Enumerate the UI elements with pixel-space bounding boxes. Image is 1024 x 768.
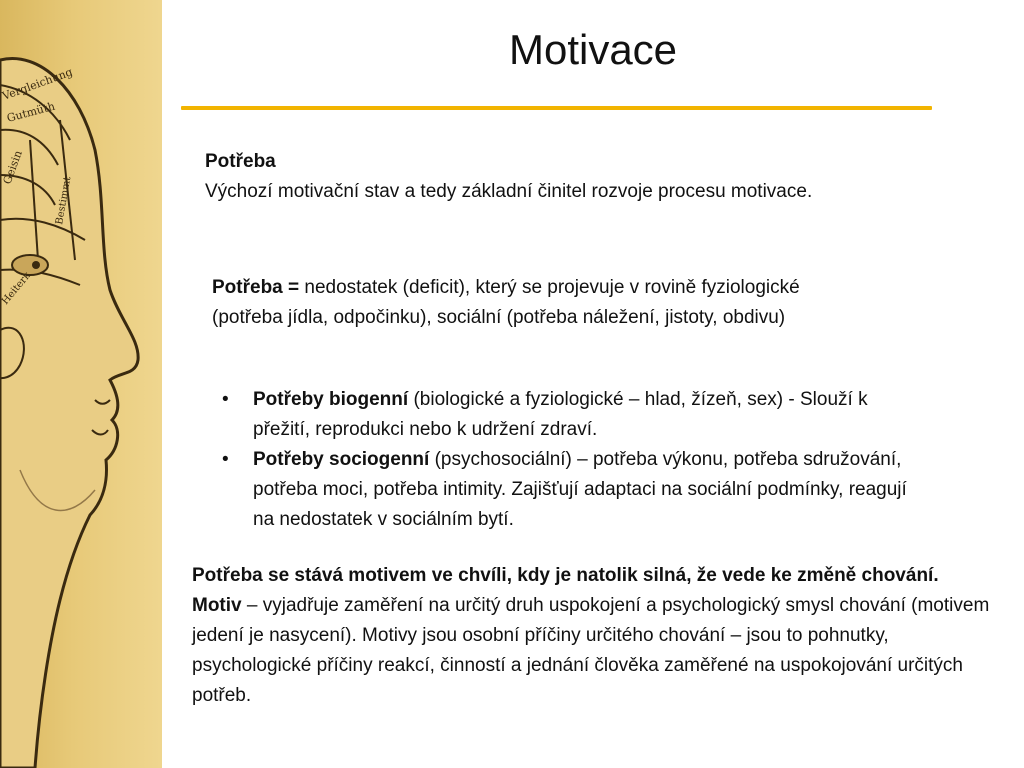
needs-types-list — [218, 385, 918, 535]
list-item — [218, 385, 918, 445]
sociogenic-needs-text: (psychosociální) – potřeba výkonu, potřeba sdružování, potřeba moci, potřeba intimity. Zajišťují adaptaci na sociální podmínky, reagují na nedostatek v sociálním bytí. — [253, 449, 907, 530]
motive-definition-text: – vyjadřuje zaměření na určitý druh uspokojení a psychologický smysl chování (motivem jedení je nasycení). Motivy jsou osobní příčiny určitého chování – jsou to pohnutky, psychologické příčiny reakcí, činností a jednání člověka zaměřené na uspokojování určitých potřeb. — [192, 595, 990, 706]
svg-text:Gutmüth: Gutmüth — [5, 99, 57, 125]
need-equals-label: Potřeba = — [212, 277, 300, 298]
need-heading: Potřeba — [205, 151, 276, 172]
need-becomes-motive-statement: Potřeba se stává motivem ve chvíli, kdy je natolik silná, že vede ke změně chování. — [192, 565, 939, 586]
need-deficit-block — [212, 273, 842, 333]
motive-block — [192, 561, 997, 711]
list-item — [218, 445, 918, 535]
bullet-icon: • — [222, 389, 229, 410]
need-deficit-text: nedostatek (deficit), který se projevuje v rovině fyziologické (potřeba jídla, odpočinku), sociální (potřeba náležení, jistoty, obdivu) — [212, 277, 800, 328]
svg-text:Geisin: Geisin — [0, 148, 25, 187]
title-divider — [181, 106, 932, 110]
sociogenic-needs-term: Potřeby sociogenní — [253, 449, 430, 470]
slide-title: Motivace — [508, 26, 678, 73]
motive-term: Motiv — [192, 595, 242, 616]
svg-text:Heiterk: Heiterk — [0, 270, 34, 307]
phrenology-head-icon — [0, 0, 162, 768]
svg-text:Vergleichung: Vergleichung — [0, 65, 75, 103]
phrenology-head-image — [0, 0, 162, 768]
svg-text:Bestimmt: Bestimmt — [54, 175, 74, 226]
need-definition-text: Výchozí motivační stav a tedy základní činitel rozvoje procesu motivace. — [205, 181, 813, 202]
need-definition-block — [205, 147, 865, 207]
biogenic-needs-term: Potřeby biogenní — [253, 389, 409, 410]
bullet-icon: • — [222, 449, 229, 470]
biogenic-needs-text: (biologické a fyziologické – hlad, žízeň, sex) - Slouží k přežití, reprodukci nebo k udržení zdraví. — [253, 389, 868, 440]
